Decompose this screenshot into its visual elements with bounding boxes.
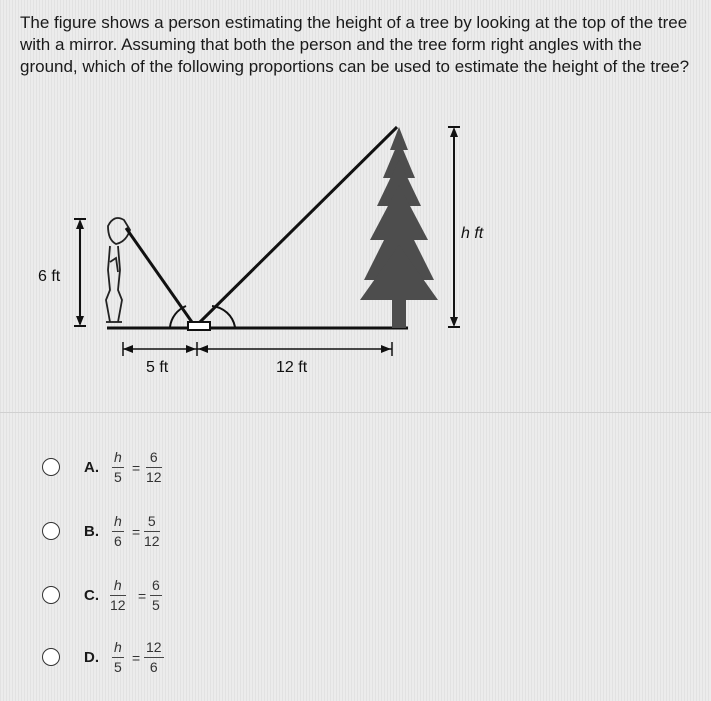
- divider: [0, 412, 711, 413]
- option-b-right-fraction: 5 12: [144, 513, 160, 549]
- mirror: [188, 322, 210, 330]
- option-d-right-fraction: 12 6: [146, 639, 162, 675]
- option-d-radio[interactable]: [42, 648, 60, 666]
- distance-label-12ft: 12 ft: [276, 359, 308, 376]
- distance-dimension: [123, 342, 392, 356]
- sight-line-person: [126, 228, 194, 325]
- question-text: The figure shows a person estimating the height of a tree by looking at the top of the tree with a mirror. Assuming that both the person and the tree form right angles with the ground, which of the following proportions can be used to estimate the height of the tree?: [20, 13, 690, 76]
- option-b-radio[interactable]: [42, 522, 60, 540]
- option-a-radio[interactable]: [42, 458, 60, 476]
- option-c-letter: C.: [84, 587, 99, 604]
- option-b-equals: =: [132, 524, 141, 540]
- person-height-label: 6 ft: [38, 268, 61, 285]
- option-c-radio[interactable]: [42, 586, 60, 604]
- distance-label-5ft: 5 ft: [146, 359, 169, 376]
- option-a-right-fraction: 6 12: [146, 449, 162, 485]
- option-d-letter: D.: [84, 649, 99, 666]
- option-b-left-fraction: h 6: [114, 513, 122, 549]
- person-height-dimension: [74, 219, 86, 326]
- option-d-left-fraction: h 5: [114, 639, 122, 675]
- option-c-equals: =: [138, 588, 147, 604]
- angle-arc-right: [212, 306, 235, 327]
- option-d[interactable]: [42, 636, 302, 686]
- tree-height-dimension: [448, 127, 460, 327]
- option-a-left-fraction: h 5: [114, 449, 122, 485]
- option-b-letter: B.: [84, 523, 99, 540]
- option-c-left-fraction: h 12: [110, 577, 126, 613]
- person-figure: [106, 218, 130, 322]
- option-a-equals: =: [132, 460, 141, 476]
- option-b[interactable]: [42, 510, 302, 560]
- tree-height-label: h ft: [461, 225, 484, 242]
- option-a-letter: A.: [84, 459, 99, 476]
- option-a[interactable]: [42, 446, 302, 496]
- tree: [360, 127, 438, 328]
- option-d-equals: =: [132, 650, 141, 666]
- option-c[interactable]: [42, 574, 302, 624]
- option-c-right-fraction: 6 5: [152, 577, 160, 613]
